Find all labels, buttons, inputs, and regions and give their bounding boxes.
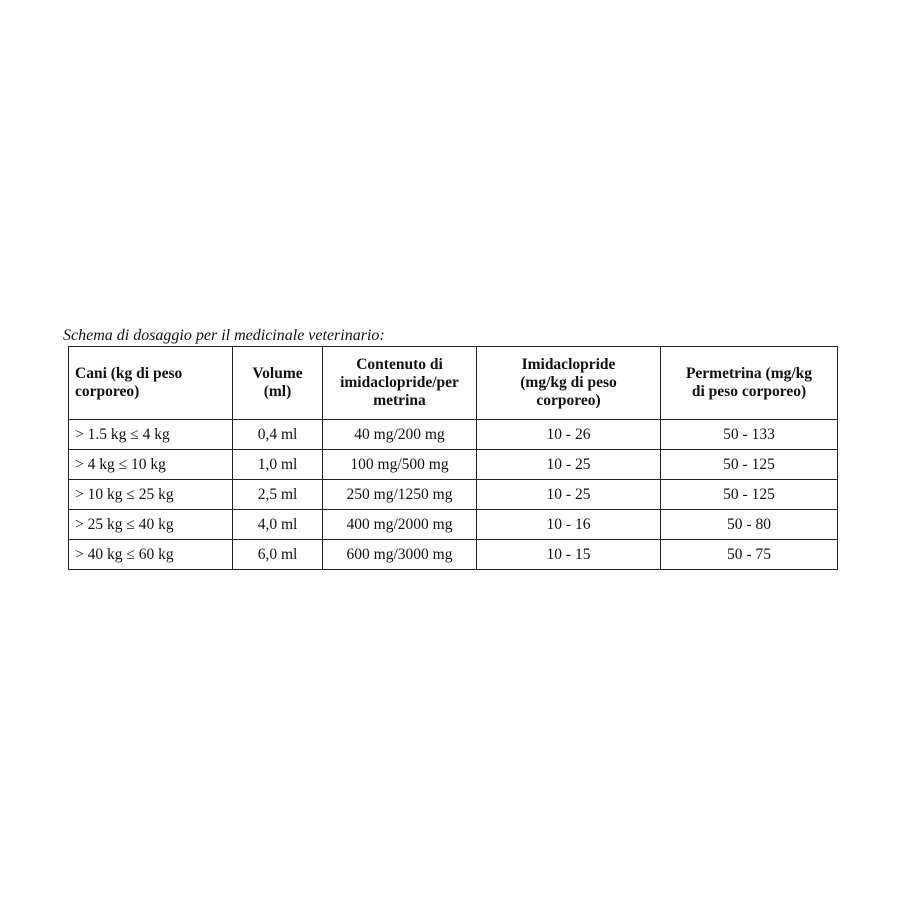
header-imidacloprid: Imidaclopride (mg/kg di peso corporeo)	[477, 347, 661, 420]
header-weight: Cani (kg di peso corporeo)	[69, 347, 233, 420]
cell-content: 250 mg/1250 mg	[323, 480, 477, 510]
cell-volume: 4,0 ml	[233, 510, 323, 540]
cell-content: 40 mg/200 mg	[323, 420, 477, 450]
cell-imidacloprid: 10 - 15	[477, 540, 661, 570]
cell-imidacloprid: 10 - 26	[477, 420, 661, 450]
cell-imidacloprid: 10 - 16	[477, 510, 661, 540]
cell-imidacloprid: 10 - 25	[477, 450, 661, 480]
cell-permethrin: 50 - 75	[661, 540, 838, 570]
cell-weight: > 10 kg ≤ 25 kg	[69, 480, 233, 510]
header-content: Contenuto di imidaclopride/per metrina	[323, 347, 477, 420]
table-row	[69, 420, 838, 450]
cell-content: 100 mg/500 mg	[323, 450, 477, 480]
cell-permethrin: 50 - 80	[661, 510, 838, 540]
cell-permethrin: 50 - 133	[661, 420, 838, 450]
table-row	[69, 450, 838, 480]
cell-permethrin: 50 - 125	[661, 450, 838, 480]
table-row	[69, 480, 838, 510]
cell-volume: 1,0 ml	[233, 450, 323, 480]
table-header-row	[69, 347, 838, 420]
cell-imidacloprid: 10 - 25	[477, 480, 661, 510]
cell-volume: 2,5 ml	[233, 480, 323, 510]
header-volume: Volume (ml)	[233, 347, 323, 420]
dosage-table	[68, 346, 838, 570]
cell-weight: > 40 kg ≤ 60 kg	[69, 540, 233, 570]
cell-weight: > 4 kg ≤ 10 kg	[69, 450, 233, 480]
cell-permethrin: 50 - 125	[661, 480, 838, 510]
table-caption: Schema di dosaggio per il medicinale veterinario:	[63, 327, 385, 344]
cell-volume: 6,0 ml	[233, 540, 323, 570]
table-row	[69, 540, 838, 570]
cell-content: 600 mg/3000 mg	[323, 540, 477, 570]
cell-content: 400 mg/2000 mg	[323, 510, 477, 540]
cell-weight: > 1.5 kg ≤ 4 kg	[69, 420, 233, 450]
cell-volume: 0,4 ml	[233, 420, 323, 450]
table-row	[69, 510, 838, 540]
cell-weight: > 25 kg ≤ 40 kg	[69, 510, 233, 540]
header-permethrin: Permetrina (mg/kg di peso corporeo)	[661, 347, 838, 420]
